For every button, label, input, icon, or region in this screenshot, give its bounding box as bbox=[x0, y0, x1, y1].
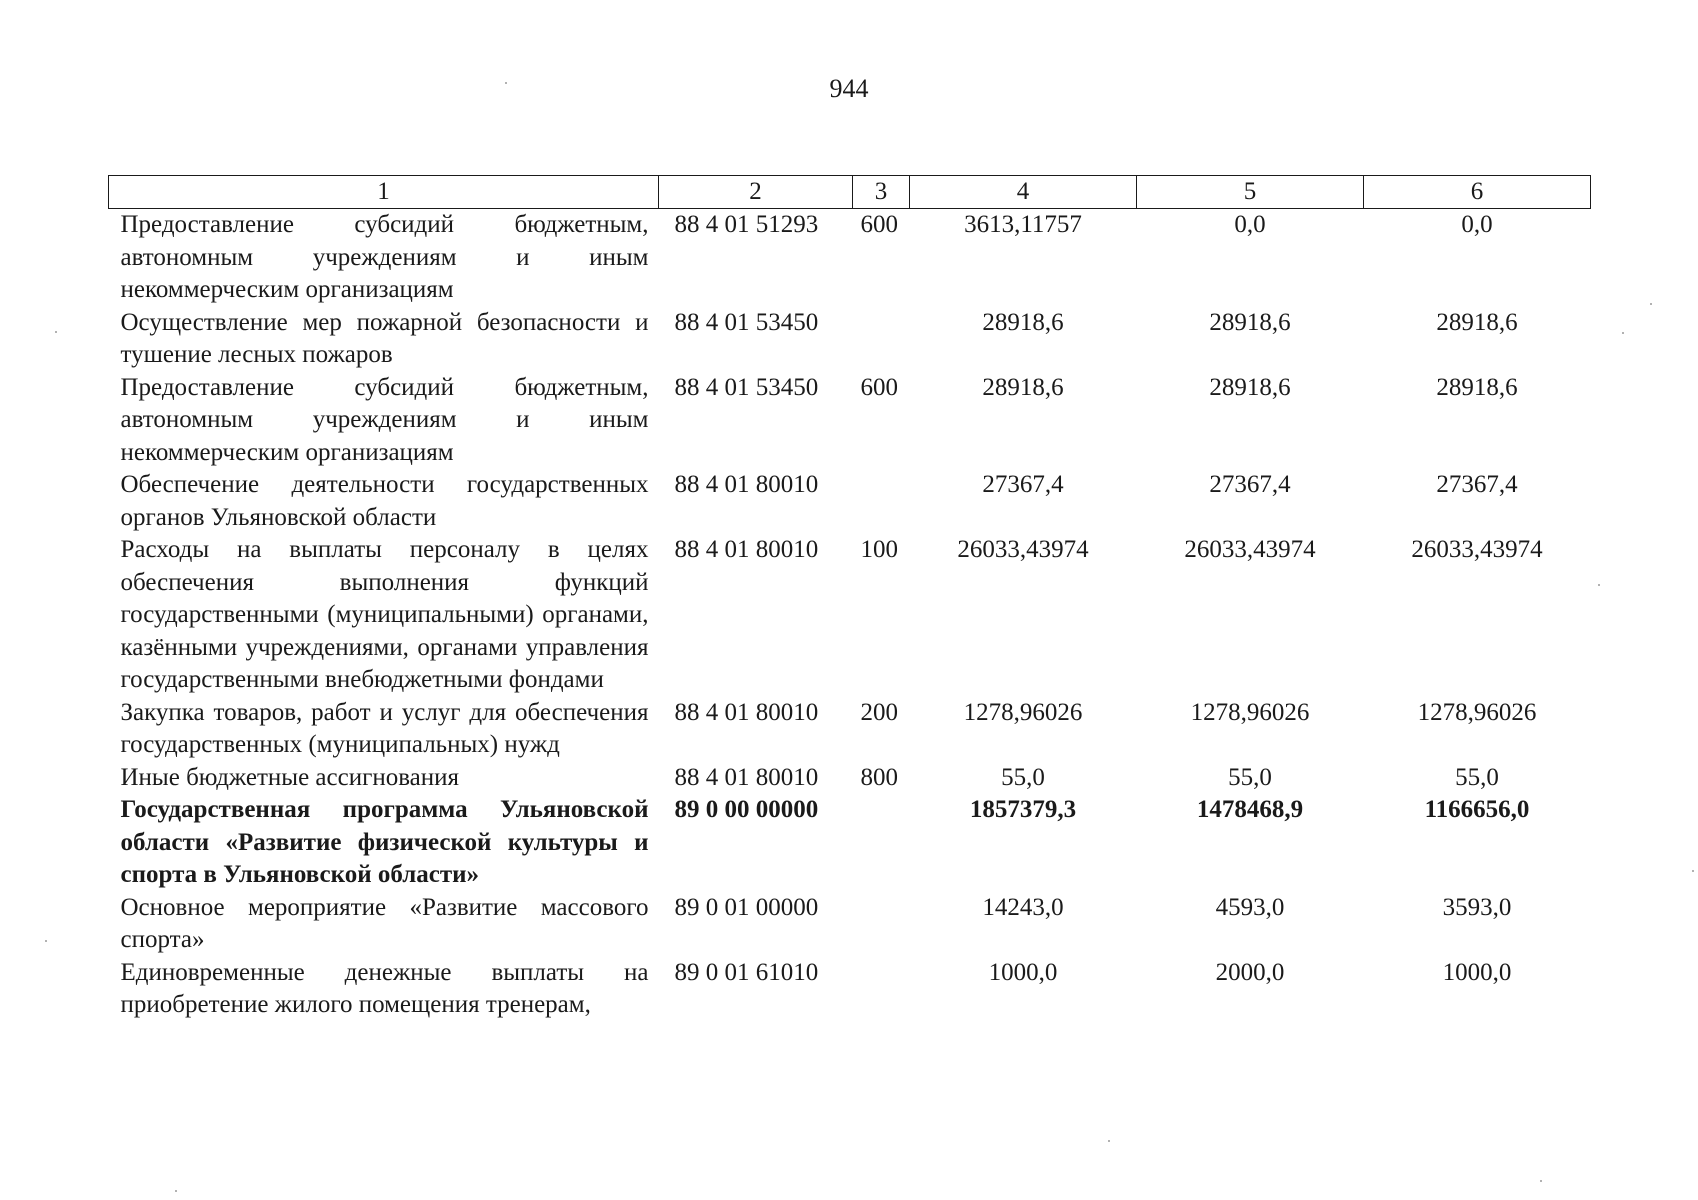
row-type bbox=[853, 794, 910, 892]
row-code: 89 0 01 00000 bbox=[674, 893, 819, 921]
row-value-4: 1278,96026 bbox=[963, 698, 1083, 726]
table-row-program bbox=[109, 794, 1591, 892]
column-header-1: 1 bbox=[109, 176, 659, 209]
row-value-6: 1000,0 bbox=[1442, 958, 1512, 986]
table-row bbox=[109, 534, 1591, 697]
row-code: 88 4 01 53450 bbox=[674, 308, 819, 336]
column-header-3: 3 bbox=[853, 176, 910, 209]
table-row bbox=[109, 697, 1591, 762]
row-name: Государственная программа Ульяновской области «Развитие физической культуры и спорта в Ульяновской области» bbox=[120, 796, 649, 888]
row-value-4: 55,0 bbox=[1001, 763, 1045, 791]
row-value-4: 1000,0 bbox=[988, 958, 1058, 986]
scan-speck bbox=[505, 82, 507, 84]
scan-speck bbox=[1108, 1140, 1110, 1142]
table-header bbox=[109, 176, 1591, 209]
row-code: 88 4 01 80010 bbox=[674, 536, 819, 563]
row-code: 89 0 01 61010 bbox=[674, 958, 819, 986]
row-type: 600 bbox=[860, 373, 898, 401]
row-value-4: 27367,4 bbox=[982, 471, 1064, 498]
row-value-6: 26033,43974 bbox=[1411, 536, 1543, 563]
scan-speck bbox=[45, 940, 47, 942]
table-body bbox=[109, 209, 1591, 1022]
row-value-5: 0,0 bbox=[1234, 211, 1266, 238]
table-row bbox=[109, 372, 1591, 470]
row-value-5: 4593,0 bbox=[1215, 893, 1285, 921]
row-value-4: 28918,6 bbox=[982, 373, 1064, 401]
row-value-4: 3613,11757 bbox=[964, 211, 1082, 238]
row-type: 200 bbox=[860, 698, 898, 726]
column-header-6: 6 bbox=[1364, 176, 1591, 209]
row-code: 88 4 01 51293 bbox=[674, 211, 819, 238]
header-row bbox=[109, 176, 1591, 209]
row-value-5: 2000,0 bbox=[1215, 958, 1285, 986]
row-value-6: 28918,6 bbox=[1436, 308, 1518, 336]
row-value-5: 28918,6 bbox=[1209, 373, 1291, 401]
row-value-5: 1478468,9 bbox=[1196, 796, 1304, 823]
row-code: 88 4 01 53450 bbox=[674, 373, 819, 401]
row-type: 600 bbox=[860, 211, 898, 238]
row-value-6: 27367,4 bbox=[1436, 471, 1518, 498]
row-value-4: 1857379,3 bbox=[969, 796, 1077, 823]
scan-speck bbox=[1540, 1180, 1542, 1182]
row-value-6: 55,0 bbox=[1455, 763, 1499, 791]
scan-speck bbox=[1692, 870, 1694, 872]
row-code: 88 4 01 80010 bbox=[674, 471, 819, 498]
row-name: Осуществление мер пожарной безопасности и тушение лесных пожаров bbox=[120, 308, 649, 368]
row-type bbox=[853, 957, 910, 1022]
row-value-5: 26033,43974 bbox=[1184, 536, 1316, 563]
page-number: 944 bbox=[829, 74, 869, 103]
row-name: Обеспечение деятельности государственных органов Ульяновской области bbox=[120, 471, 649, 531]
row-value-5: 28918,6 bbox=[1209, 308, 1291, 336]
row-value-6: 28918,6 bbox=[1436, 373, 1518, 401]
row-value-4: 28918,6 bbox=[982, 308, 1064, 336]
row-value-6: 0,0 bbox=[1461, 211, 1493, 238]
table-row bbox=[109, 762, 1591, 795]
row-name: Единовременные денежные выплаты на приобретение жилого помещения тренерам, bbox=[120, 958, 649, 1018]
column-header-4: 4 bbox=[910, 176, 1137, 209]
row-name: Иные бюджетные ассигнования bbox=[120, 763, 460, 791]
row-value-5: 1278,96026 bbox=[1190, 698, 1310, 726]
row-name: Закупка товаров, работ и услуг для обеспечения государственных (муниципальных) нужд bbox=[120, 698, 649, 758]
row-value-6: 1166656,0 bbox=[1424, 796, 1530, 823]
scan-speck bbox=[1622, 332, 1624, 334]
table-row bbox=[109, 209, 1591, 307]
table-row bbox=[109, 892, 1591, 957]
budget-table-container bbox=[108, 175, 1590, 1022]
column-header-5: 5 bbox=[1137, 176, 1364, 209]
row-type: 800 bbox=[860, 763, 898, 791]
row-code: 88 4 01 80010 bbox=[674, 698, 819, 726]
row-name: Расходы на выплаты персоналу в целях обеспечения выполнения функций государственными (муниципальными) органами, казёнными учреждениями, органами управления государственными внебюджетными фондами bbox=[120, 536, 649, 693]
table-row bbox=[109, 469, 1591, 534]
row-value-4: 26033,43974 bbox=[957, 536, 1089, 563]
table-row bbox=[109, 957, 1591, 1022]
row-code: 88 4 01 80010 bbox=[674, 763, 819, 791]
row-name: Основное мероприятие «Развитие массового спорта» bbox=[120, 893, 649, 953]
row-type bbox=[853, 469, 910, 534]
row-value-6: 3593,0 bbox=[1442, 893, 1512, 921]
table-row bbox=[109, 307, 1591, 372]
row-code: 89 0 00 00000 bbox=[674, 796, 819, 823]
scan-speck bbox=[1650, 303, 1652, 305]
row-value-5: 27367,4 bbox=[1209, 471, 1291, 498]
row-name: Предоставление субсидий бюджетным, автономным учреждениям и иным некоммерческим организациям bbox=[120, 211, 649, 303]
budget-table bbox=[108, 175, 1591, 1022]
row-value-5: 55,0 bbox=[1228, 763, 1272, 791]
scan-speck bbox=[55, 331, 57, 333]
row-type bbox=[853, 892, 910, 957]
scan-speck bbox=[175, 1190, 177, 1192]
row-name: Предоставление субсидий бюджетным, автономным учреждениям и иным некоммерческим организациям bbox=[120, 373, 649, 466]
row-value-4: 14243,0 bbox=[982, 893, 1064, 921]
row-type: 100 bbox=[860, 536, 898, 563]
scan-speck bbox=[1598, 584, 1600, 586]
row-value-6: 1278,96026 bbox=[1417, 698, 1537, 726]
column-header-2: 2 bbox=[659, 176, 853, 209]
row-type bbox=[853, 307, 910, 372]
